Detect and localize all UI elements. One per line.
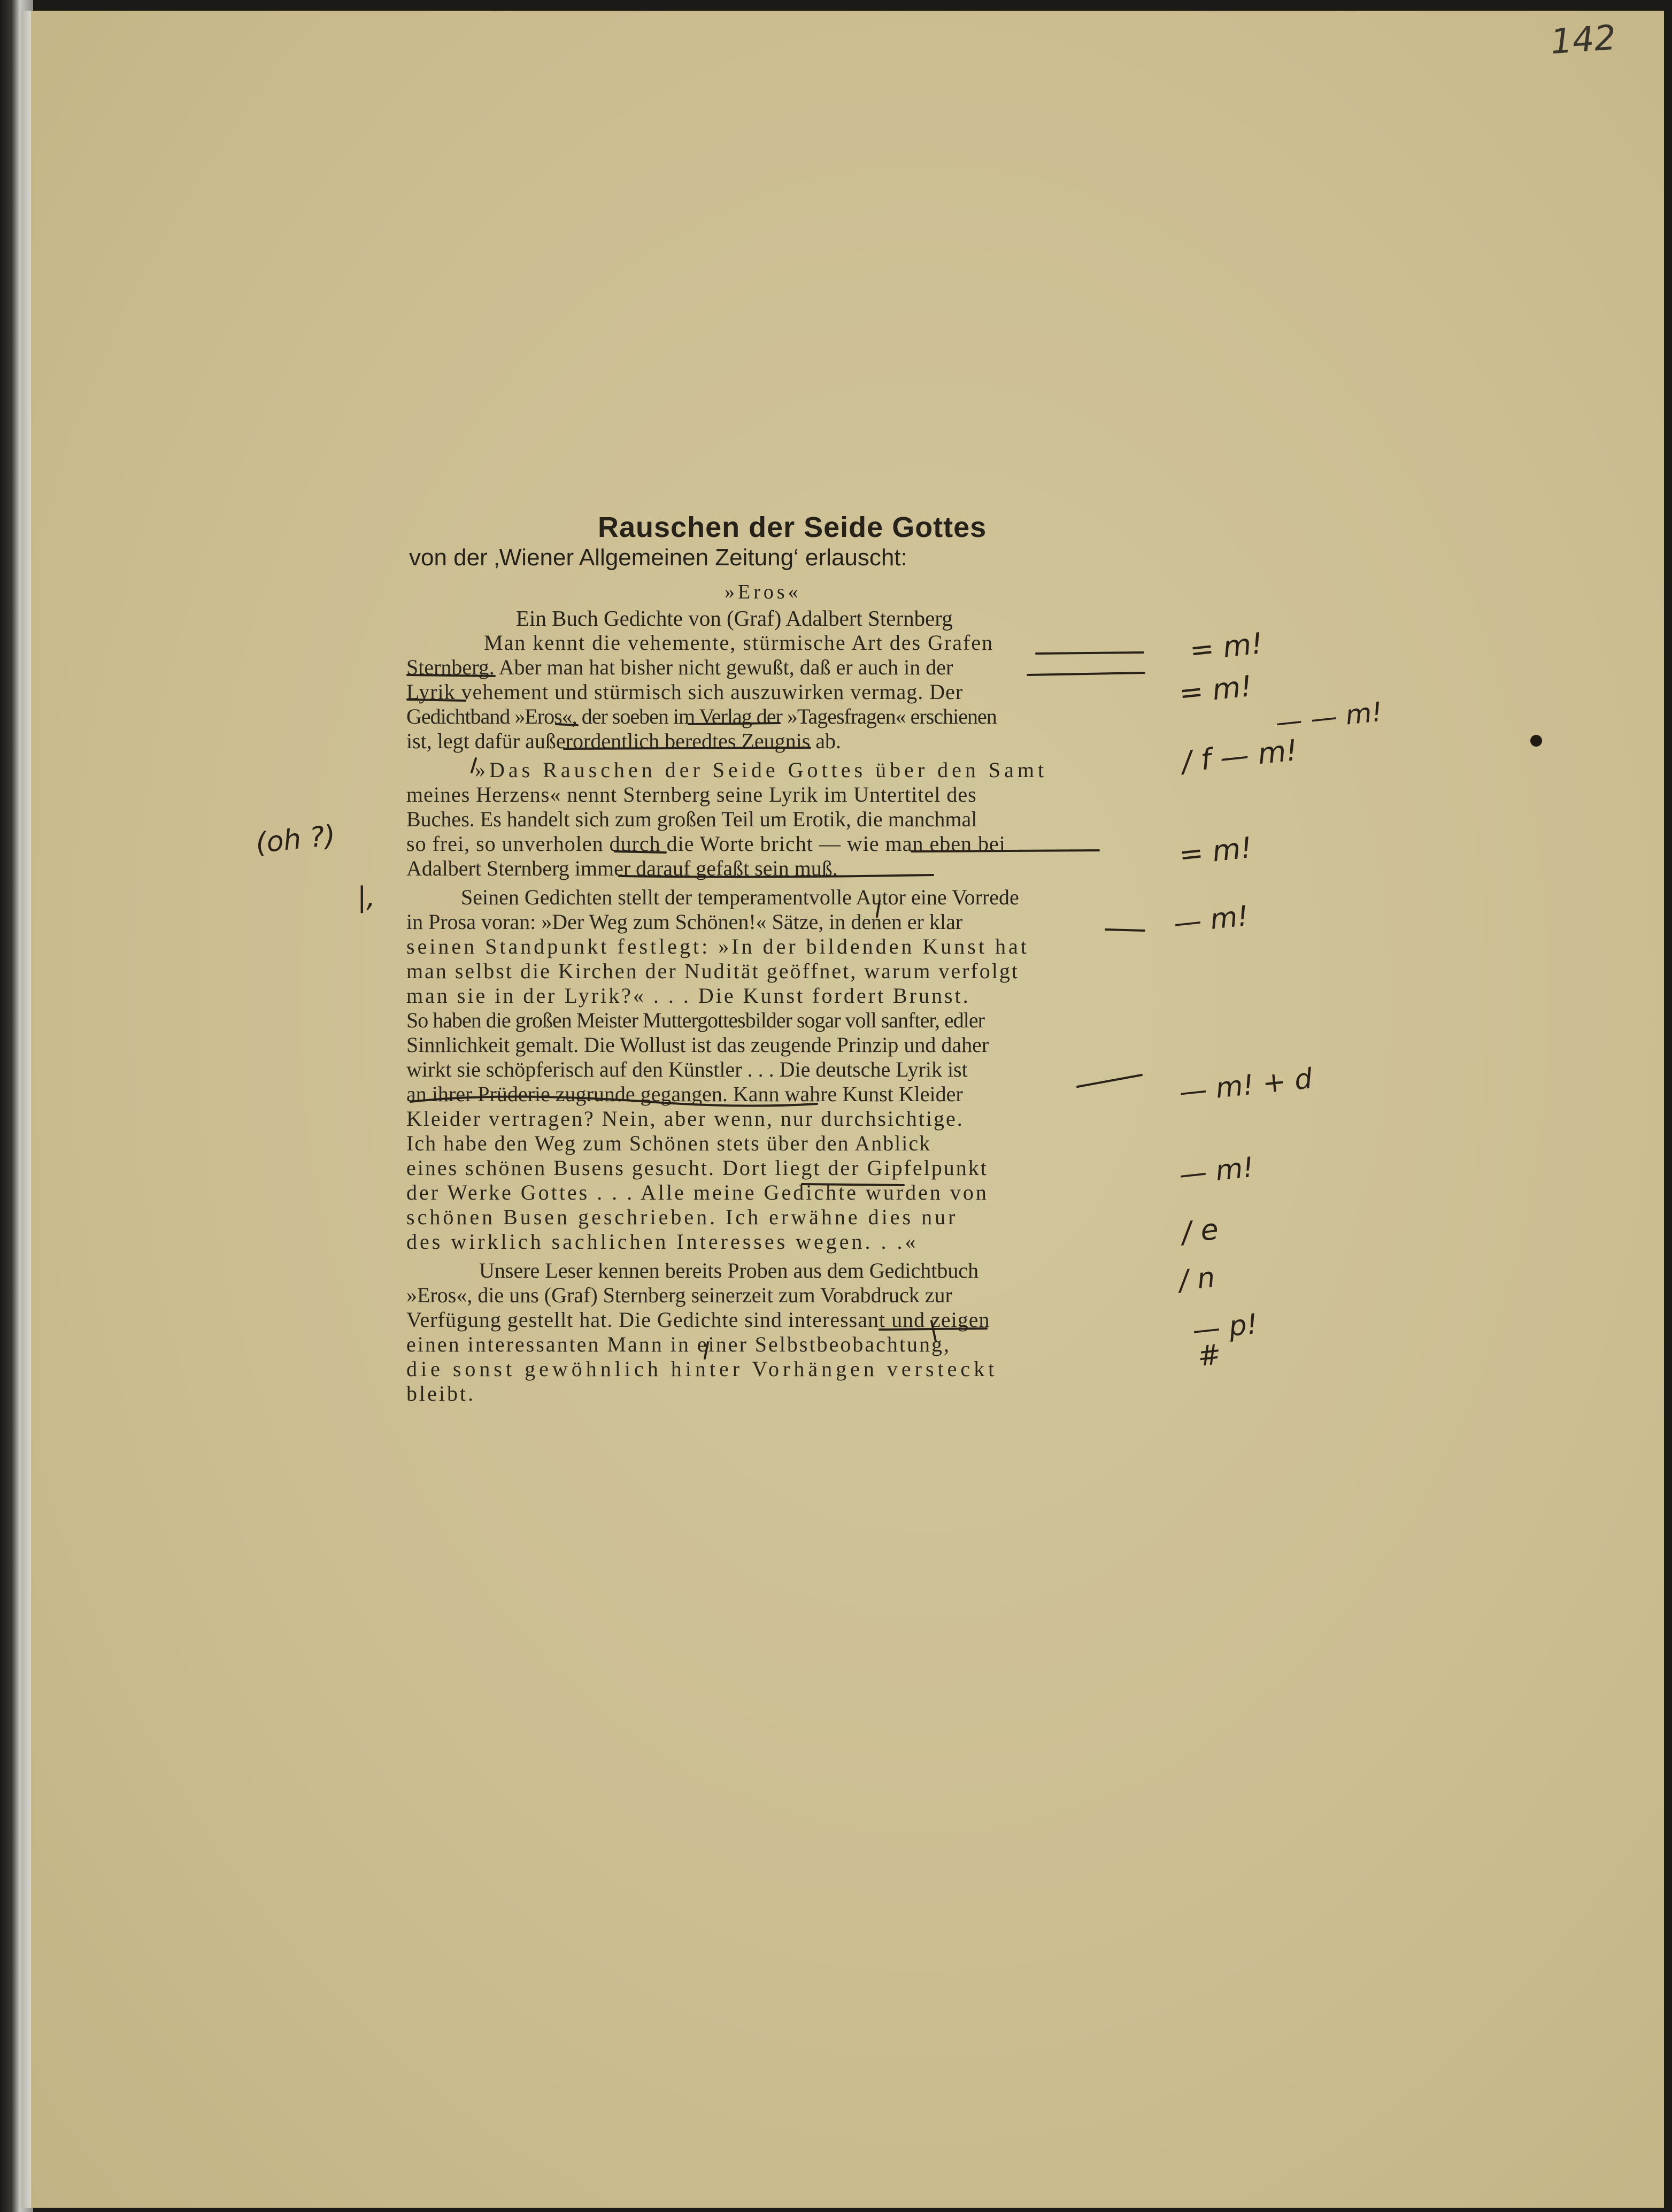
margin-note-left: |, — [357, 881, 376, 913]
article-line: so frei, so unverholen durch die Worte bricht — wie man eben bei — [406, 832, 1006, 856]
article-line: Gedichtband »Eros«, der soeben im Verlag der »Tagesfragen« erschienen — [406, 704, 997, 728]
article-line: man selbst die Kirchen der Nudität geöffnet, warum verfolgt — [406, 959, 1019, 983]
article-line: Adalbert Sternberg immer darauf gefaßt sein muß. — [406, 856, 838, 880]
margin-note-right: = m! — [1188, 626, 1265, 667]
margin-note-right: = m! — [1177, 669, 1254, 710]
margin-note-right: # — [1196, 1338, 1223, 1373]
article-line: Seinen Gedichten stellt der temperamentvolle Autor eine Vorrede — [461, 885, 1019, 909]
article-line: seinen Standpunkt festlegt: »In der bildenden Kunst hat — [406, 934, 1029, 958]
article-line: in Prosa voran: »Der Weg zum Schönen!« Sätze, in denen er klar — [406, 910, 963, 934]
page-number: 142 — [1549, 18, 1617, 63]
margin-note-right: / f — m! — [1180, 733, 1299, 779]
margin-note-right: / n — [1177, 1261, 1216, 1297]
article-title: Rauschen der Seide Gottes — [598, 511, 987, 543]
article-line: wirkt sie schöpferisch auf den Künstler . . . Die deutsche Lyrik ist — [406, 1057, 968, 1081]
article-line: »Das Rauschen der Seide Gottes über den Samt — [475, 758, 1048, 782]
ink-dot — [1530, 735, 1542, 747]
article-line: Unsere Leser kennen bereits Proben aus dem Gedichtbuch — [479, 1258, 979, 1282]
book-title: »Eros« — [725, 581, 802, 603]
article-line: des wirklich sachlichen Interesses wegen. . .« — [406, 1230, 919, 1254]
margin-note-right: = m! — [1177, 831, 1254, 872]
article-line: So haben die großen Meister Muttergottesbilder sogar voll sanfter, edler — [406, 1008, 984, 1032]
article-line: der Werke Gottes . . . Alle meine Gedichte wurden von — [406, 1180, 989, 1204]
article-line: Kleider vertragen? Nein, aber wenn, nur durchsichtige. — [406, 1107, 964, 1131]
margin-note-right: — p! — [1191, 1308, 1260, 1347]
article-line: Ich habe den Weg zum Schönen stets über den Anblick — [406, 1131, 931, 1155]
article-line: eines schönen Busens gesucht. Dort liegt der Gipfelpunkt — [406, 1156, 988, 1180]
article-line: ist, legt dafür außerordentlich beredtes Zeugnis ab. — [406, 729, 842, 753]
margin-note-right: — m! — [1172, 900, 1250, 940]
article-line: die sonst gewöhnlich hinter Vorhängen versteckt — [406, 1357, 998, 1381]
article-line: meines Herzens« nennt Sternberg seine Lyrik im Untertitel des — [406, 782, 977, 807]
article-line: Man kennt die vehemente, stürmische Art des Grafen — [484, 631, 994, 655]
article-line: Buches. Es handelt sich zum großen Teil um Erotik, die manchmal — [406, 807, 977, 831]
article-line: Verfügung gestellt hat. Die Gedichte sind interessant und zeigen — [406, 1308, 990, 1332]
margin-note-right: / e — [1180, 1212, 1220, 1250]
article-line: bleibt. — [406, 1381, 476, 1405]
article-line: Sternberg. Aber man hat bisher nicht gewußt, daß er auch in der — [406, 655, 953, 679]
article-line: man sie in der Lyrik?« . . . Die Kunst fordert Brunst. — [406, 984, 970, 1008]
article-line: »Eros«, die uns (Graf) Sternberg seinerzeit zum Vorabdruck zur — [406, 1283, 952, 1307]
article-line: an ihrer Prüderie zugrunde gegangen. Kann wahre Kunst Kleider — [406, 1082, 963, 1106]
margin-note-right: — — m! — [1274, 696, 1384, 739]
article-line: Lyrik vehement und stürmisch sich auszuwirken vermag. Der — [406, 680, 964, 704]
article-line: schönen Busen geschrieben. Ich erwähne dies nur — [406, 1205, 958, 1229]
margin-note-right: — m! + d — [1177, 1063, 1314, 1109]
margin-note-right: — m! — [1177, 1151, 1255, 1192]
book-subtitle: Ein Buch Gedichte von (Graf) Adalbert Sternberg — [516, 606, 953, 631]
margin-note-left: (oh ?) — [254, 819, 337, 860]
article-line: einen interessanten Mann in einer Selbstbeobachtung, — [406, 1332, 951, 1356]
article-line: Sinnlichkeit gemalt. Die Wollust ist das zeugende Prinzip und daher — [406, 1033, 989, 1057]
article-subtitle: von der ‚Wiener Allgemeinen Zeitung‘ erlauscht: — [409, 544, 907, 571]
